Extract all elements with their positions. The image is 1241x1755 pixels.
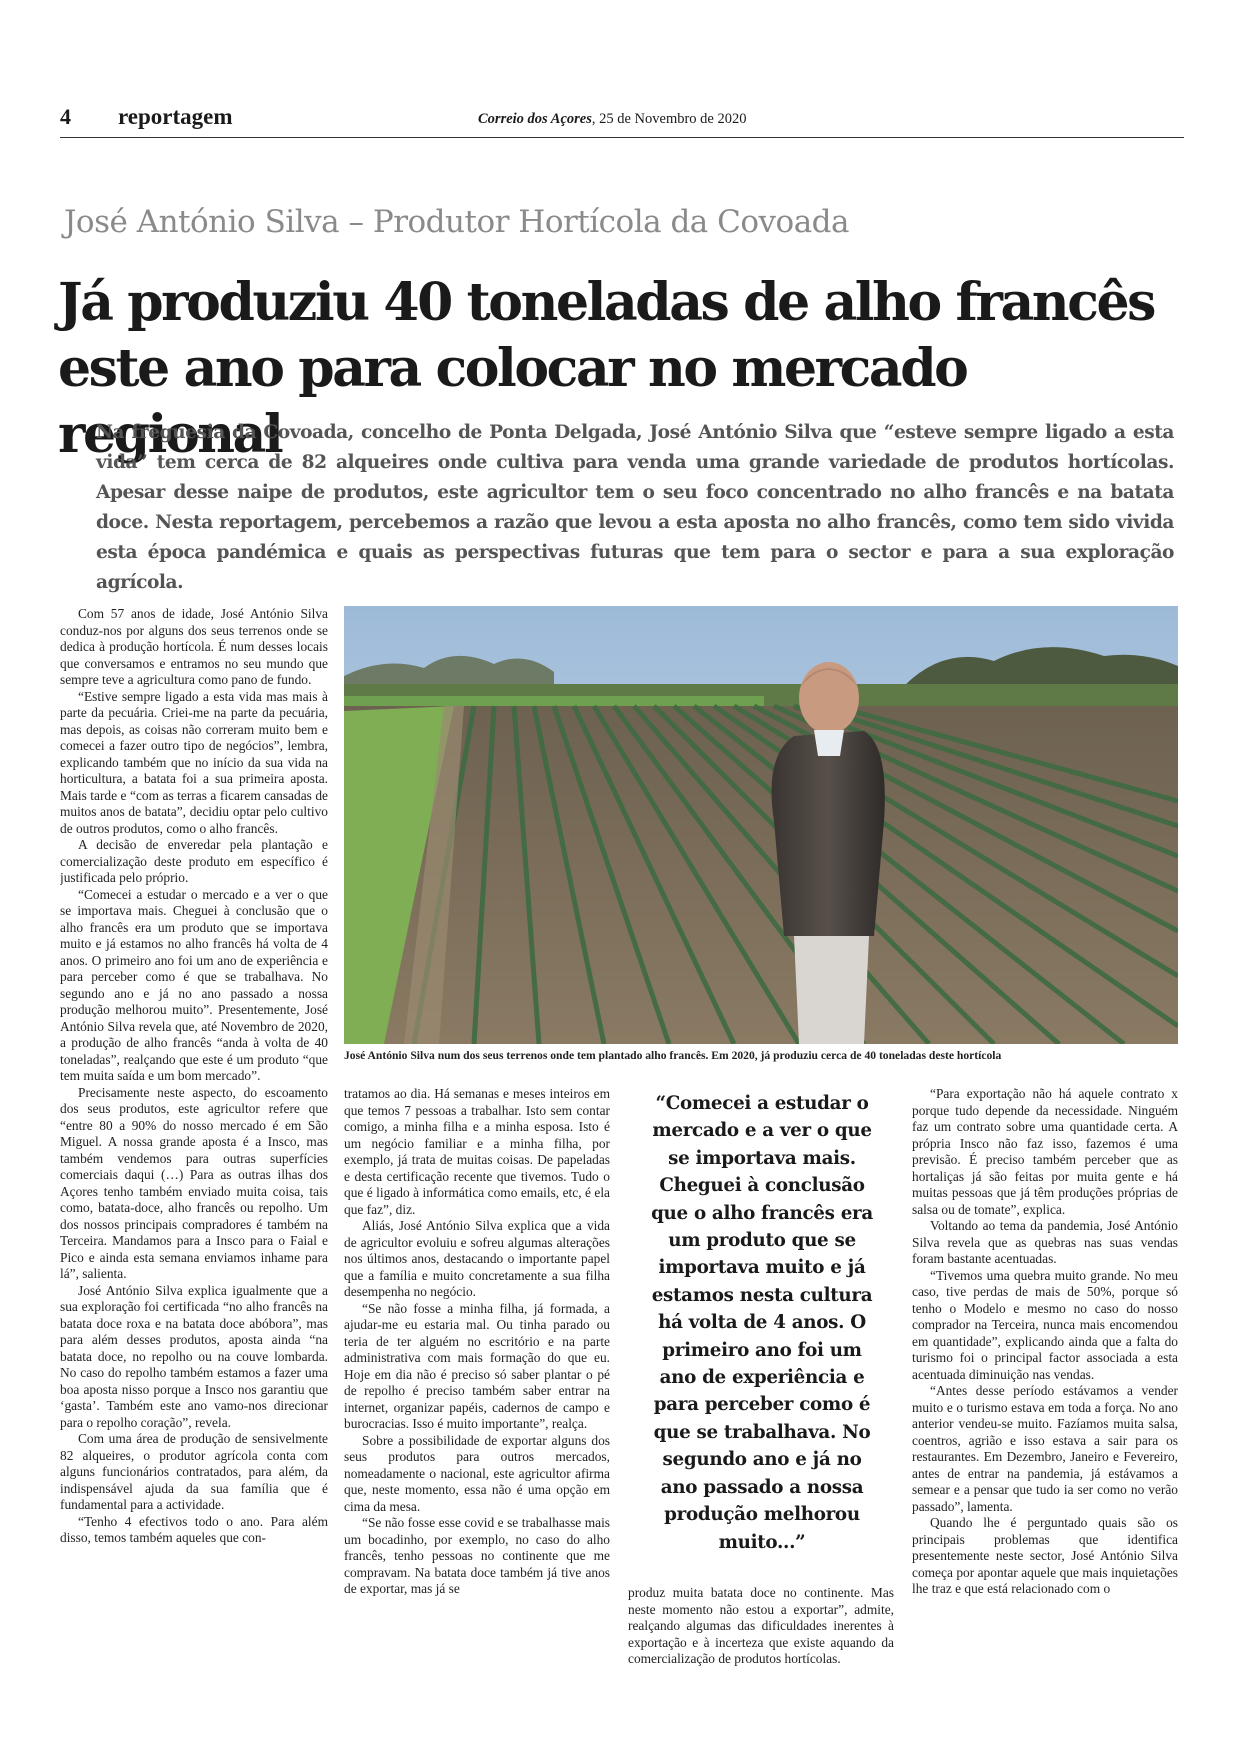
paragraph: “Tivemos uma quebra muito grande. No meu caso, tive perdas de mais de 50%, porque só tenho o Modelo e mesmo no caso do nosso comprador na Terceira, nunca mais encomendou em quantidade”, explicando ainda que a falta do turismo foi o principal factor associada a esta acentuada diminuição nas vendas. [912, 1267, 1178, 1382]
paragraph: produz muita batata doce no continente. Mas neste momento não estou a exportar”, admite, realçando algumas das dificuldades inerentes à exportação e à incerteza que existe aquando da comercialização de produtos hortícolas. [628, 1585, 894, 1666]
headline-line-2: este ano para colocar no mercado regional [58, 338, 967, 465]
paragraph: A decisão de enveredar pela plantação e comercialização deste produto em específico é justificada pelo próprio. [60, 837, 328, 885]
masthead [478, 111, 747, 128]
article-lead: Na freguesia da Covoada, concelho de Ponta Delgada, José António Silva que “esteve sempre ligado a esta vida” tem cerca de 82 alqueires onde cultiva para venda uma grande variedade de produtos hortícolas. Apesar desse naipe de produtos, este agricultor tem o seu foco concentrado no alho francês e na batata doce. Nesta reportagem, percebemos a razão que levou a esta aposta no alho francês, como tem sido vivida esta época pandémica e quais as perspectivas futuras que tem para o sector e para a sua exploração agrícola. [96, 422, 1174, 593]
paragraph: José António Silva explica igualmente que a sua exploração foi certificada “no alho francês na batata doce roxa e na batata doce abóbora”, mas para além desses produtos, aposta ainda “na batata doce, no repolho ou na couve lombarda. No caso do repolho também estamos a fazer uma boa aposta nisso porque a Insco nos garantiu que ‘gasta’. Também este ano vamo-nos direcionar para o repolho coração”, revela. [60, 1282, 328, 1430]
photo-caption: José António Silva num dos seus terrenos onde tem plantado alho francês. Em 2020, já produziu cerca de 40 toneladas deste hortícola [344, 1049, 1002, 1062]
article-kicker: José António Silva – Produtor Hortícola da Covoada [64, 204, 849, 240]
paragraph: “Se não fosse esse covid e se trabalhasse mais um bocadinho, por exemplo, no caso do alho francês, tenho pessoas no continente que me compravam. Na batata doce também já tive anos de exportar, mas já se [344, 1515, 610, 1596]
article-column-1 [60, 606, 328, 1710]
paragraph: “Se não fosse a minha filha, já formada, a ajudar-me eu estaria mal. Ou tinha parado ou teria de ter alguém no escritório e na parte administrativa com mais formação do que eu. Hoje em dia não é preciso só saber plantar o pé de repolho é preciso também saber entrar na internet, organizar papéis, cadernos de campo e burocracias. Isso é muito importante”, realça. [344, 1300, 610, 1431]
paragraph: Voltando ao tema da pandemia, José António Silva revela que as quebras nas suas vendas foram bastante acentuadas. [912, 1218, 1178, 1266]
pull-quote: “Comecei a estudar o mercado e a ver o que se importava mais. Cheguei à conclusão que o alho francês era um produto que se importava muito e já estamos nesta cultura há volta de 4 anos. O primeiro ano foi um ano de experiência e para perceber como é que se trabalhava. No segundo ano e já no ano passado a nossa produção melhorou muito...” [651, 1093, 873, 1553]
paragraph: tratamos ao dia. Há semanas e meses inteiros em que temos 7 pessoas a trabalhar. Isto sem contar comigo, a minha filha e a minha esposa. Isto é um negócio familiar e a minha filha, por exemplo, já trata de muitas coisas. De papeladas e desta certificação recente que tivemos. Tudo o que é ligado à informática como emails, etc, é ela que faz”, diz. [344, 1086, 610, 1217]
paragraph: “Para exportação não há aquele contrato x porque tudo depende da necessidade. Ninguém faz um contrato sobre uma quantidade certa. A própria Insco não faz isso, fazemos é uma previsão. É preciso também perceber que as hortaliças já são feitas por muita gente e há muitas pessoas que já têm produções próprias de salsa ou de tomate”, explica. [912, 1086, 1178, 1217]
section-name: reportagem [118, 104, 233, 129]
paragraph: Com uma área de produção de sensivelmente 82 alqueires, o produtor agrícola conta com alguns funcionários contratados, para além, da indispensável ajuda da sua família que é fundamental para a actividade. [60, 1431, 328, 1512]
page-number: 4 [60, 104, 71, 129]
issue-date: , 25 de Novembro de 2020 [591, 111, 747, 127]
page-header [60, 104, 1184, 138]
article-column-4 [912, 1086, 1178, 1710]
paragraph: “Comecei a estudar o mercado e a ver o que se importava mais. Cheguei à conclusão que o alho francês era um produto que se importava muito e já estamos no alho francês há volta de 4 anos. O primeiro ano foi um ano de experiência e para perceber como é que se trabalhava. No segundo ano e já no ano passado a nossa produção melhorou muito”. Presentemente, José António Silva revela que, até Novembro de 2020, a produção de alho francês “anda à volta de 40 toneladas”, realçando que este é um produto “que tem muita saída e um bom mercado”. [60, 886, 328, 1083]
paragraph: Com 57 anos de idade, José António Silva conduz-nos por alguns dos seus terrenos onde se dedica à produção hortícola. É num desses locais que conversamos e entramos no seu mundo que sempre teve a agricultura como pano de fundo. [60, 606, 328, 687]
photo-farmer-in-leek-field [344, 606, 1178, 1044]
paragraph: Sobre a possibilidade de exportar alguns dos seus produtos para outros mercados, nomeadamente o nacional, este agricultor afirma que, neste momento, essa não é uma opção em cima da mesa. [344, 1432, 610, 1514]
paragraph: “Estive sempre ligado a esta vida mas mais à parte da pecuária. Criei-me na parte da pecuária, mas depois, as coisas não correram muito bem e comecei a fazer outro tipo de negócios”, lembra, explicando também que no início da sua vida na horticultura, a batata foi a sua primeira aposta. Mais tarde e “com as terras a ficarem cansadas de muitos anos de batata”, decidiu optar pelo cultivo de outros produtos, como o alho francês. [60, 688, 328, 836]
paragraph: Aliás, José António Silva explica que a vida de agricultor evoluiu e sofreu algumas alterações nos últimos anos, destacando o importante papel que a família e muito concretamente a sua filha desempenha no negócio. [344, 1218, 610, 1299]
article-column-2 [344, 1086, 610, 1710]
paragraph: “Antes desse período estávamos a vender muito e o turismo estava em toda a força. No ano anterior vendeu-se muito. Fazíamos muita salsa, coentros, agrião e isso estava a sair para os restaurantes. Em Dezembro, Janeiro e Fevereiro, antes de entrar na pandemia, já estávamos a semear e a pensar que tudo ia ser como no verão passado”, lamenta. [912, 1383, 1178, 1514]
paragraph: “Tenho 4 efectivos todo o ano. Para além disso, temos também aqueles que con- [60, 1513, 328, 1545]
newspaper-name: Correio dos Açores [478, 111, 592, 127]
paragraph: Quando lhe é perguntado quais são os principais problemas que identifica presentemente neste sector, José António Silva começa por apontar aquele que mais inquietações lhe traz e que está relacionado com o [912, 1515, 1178, 1596]
article-photo [344, 606, 1178, 1044]
article-column-3 [628, 1585, 894, 1710]
paragraph: Precisamente neste aspecto, do escoamento dos seus produtos, este agricultor refere que “entre 80 a 90% do nosso mercado é em São Miguel. A nossa grande aposta é a Insco, mas também vendemos para outras superfícies comerciais daqui (…) Para as outras ilhas dos Açores tenho também enviado muita coisa, tais como, batata-doce, alho francês ou repolho. Um dos nossos principais compradores é também na Terceira. Mandamos para a Insco para o Faial e Pico e ainda esta semana enviamos inhame para lá”, salienta. [60, 1084, 328, 1281]
headline-line-1: Já produziu 40 toneladas de alho francês [58, 272, 1155, 333]
